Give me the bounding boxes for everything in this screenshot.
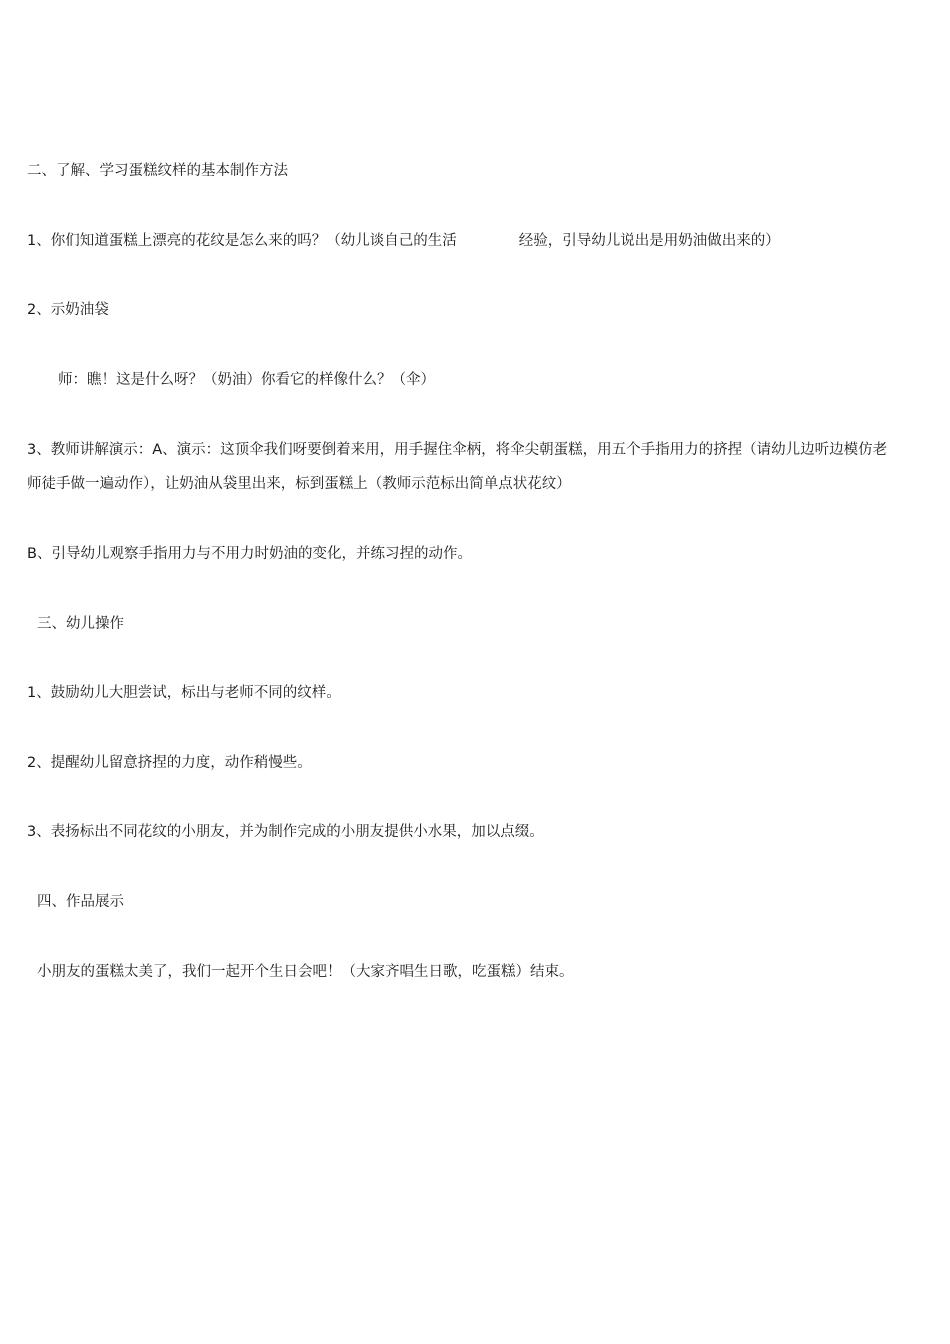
- operation-item-2: 2、提醒幼儿留意挤捏的力度，动作稍慢些。: [27, 755, 312, 771]
- section-heading-2: 二、了解、学习蛋糕纹样的基本制作方法: [27, 163, 288, 179]
- closing-paragraph: 小朋友的蛋糕太美了，我们一起开个生日会吧！（大家齐唱生日歌，吃蛋糕）结束。: [37, 964, 574, 980]
- item-1-text-part1: 1、你们知道蛋糕上漂亮的花纹是怎么来的吗？（幼儿谈自己的生活: [27, 233, 457, 249]
- paragraph-item-3-b: B、引导幼儿观察手指用力与不用力时奶油的变化，并练习捏的动作。: [27, 546, 472, 562]
- item-1-text-part2: 经验，引导幼儿说出是用奶油做出来的）: [518, 233, 780, 249]
- paragraph-item-1: [27, 231, 780, 251]
- operation-item-1: 1、鼓励幼儿大胆尝试，标出与老师不同的纹样。: [27, 685, 341, 701]
- section-heading-3: 三、幼儿操作: [37, 616, 124, 632]
- paragraph-item-3-line-1: 3、教师讲解演示：A、演示：这顶伞我们呀要倒着来用，用手握住伞柄，将伞尖朝蛋糕，用五个手指用力的挤捏（请幼儿边听边模仿老: [27, 442, 888, 458]
- teacher-dialogue: 师：瞧！这是什么呀？（奶油）你看它的样像什么？（伞）: [58, 372, 435, 388]
- section-heading-4: 四、作品展示: [37, 894, 124, 910]
- operation-item-3: 3、表扬标出不同花纹的小朋友，并为制作完成的小朋友提供小水果，加以点缀。: [27, 824, 544, 840]
- paragraph-item-2: 2、示奶油袋: [27, 302, 109, 318]
- paragraph-item-3-line-2: 师徒手做一遍动作），让奶油从袋里出来，标到蛋糕上（教师示范标出简单点状花纹）: [27, 476, 571, 492]
